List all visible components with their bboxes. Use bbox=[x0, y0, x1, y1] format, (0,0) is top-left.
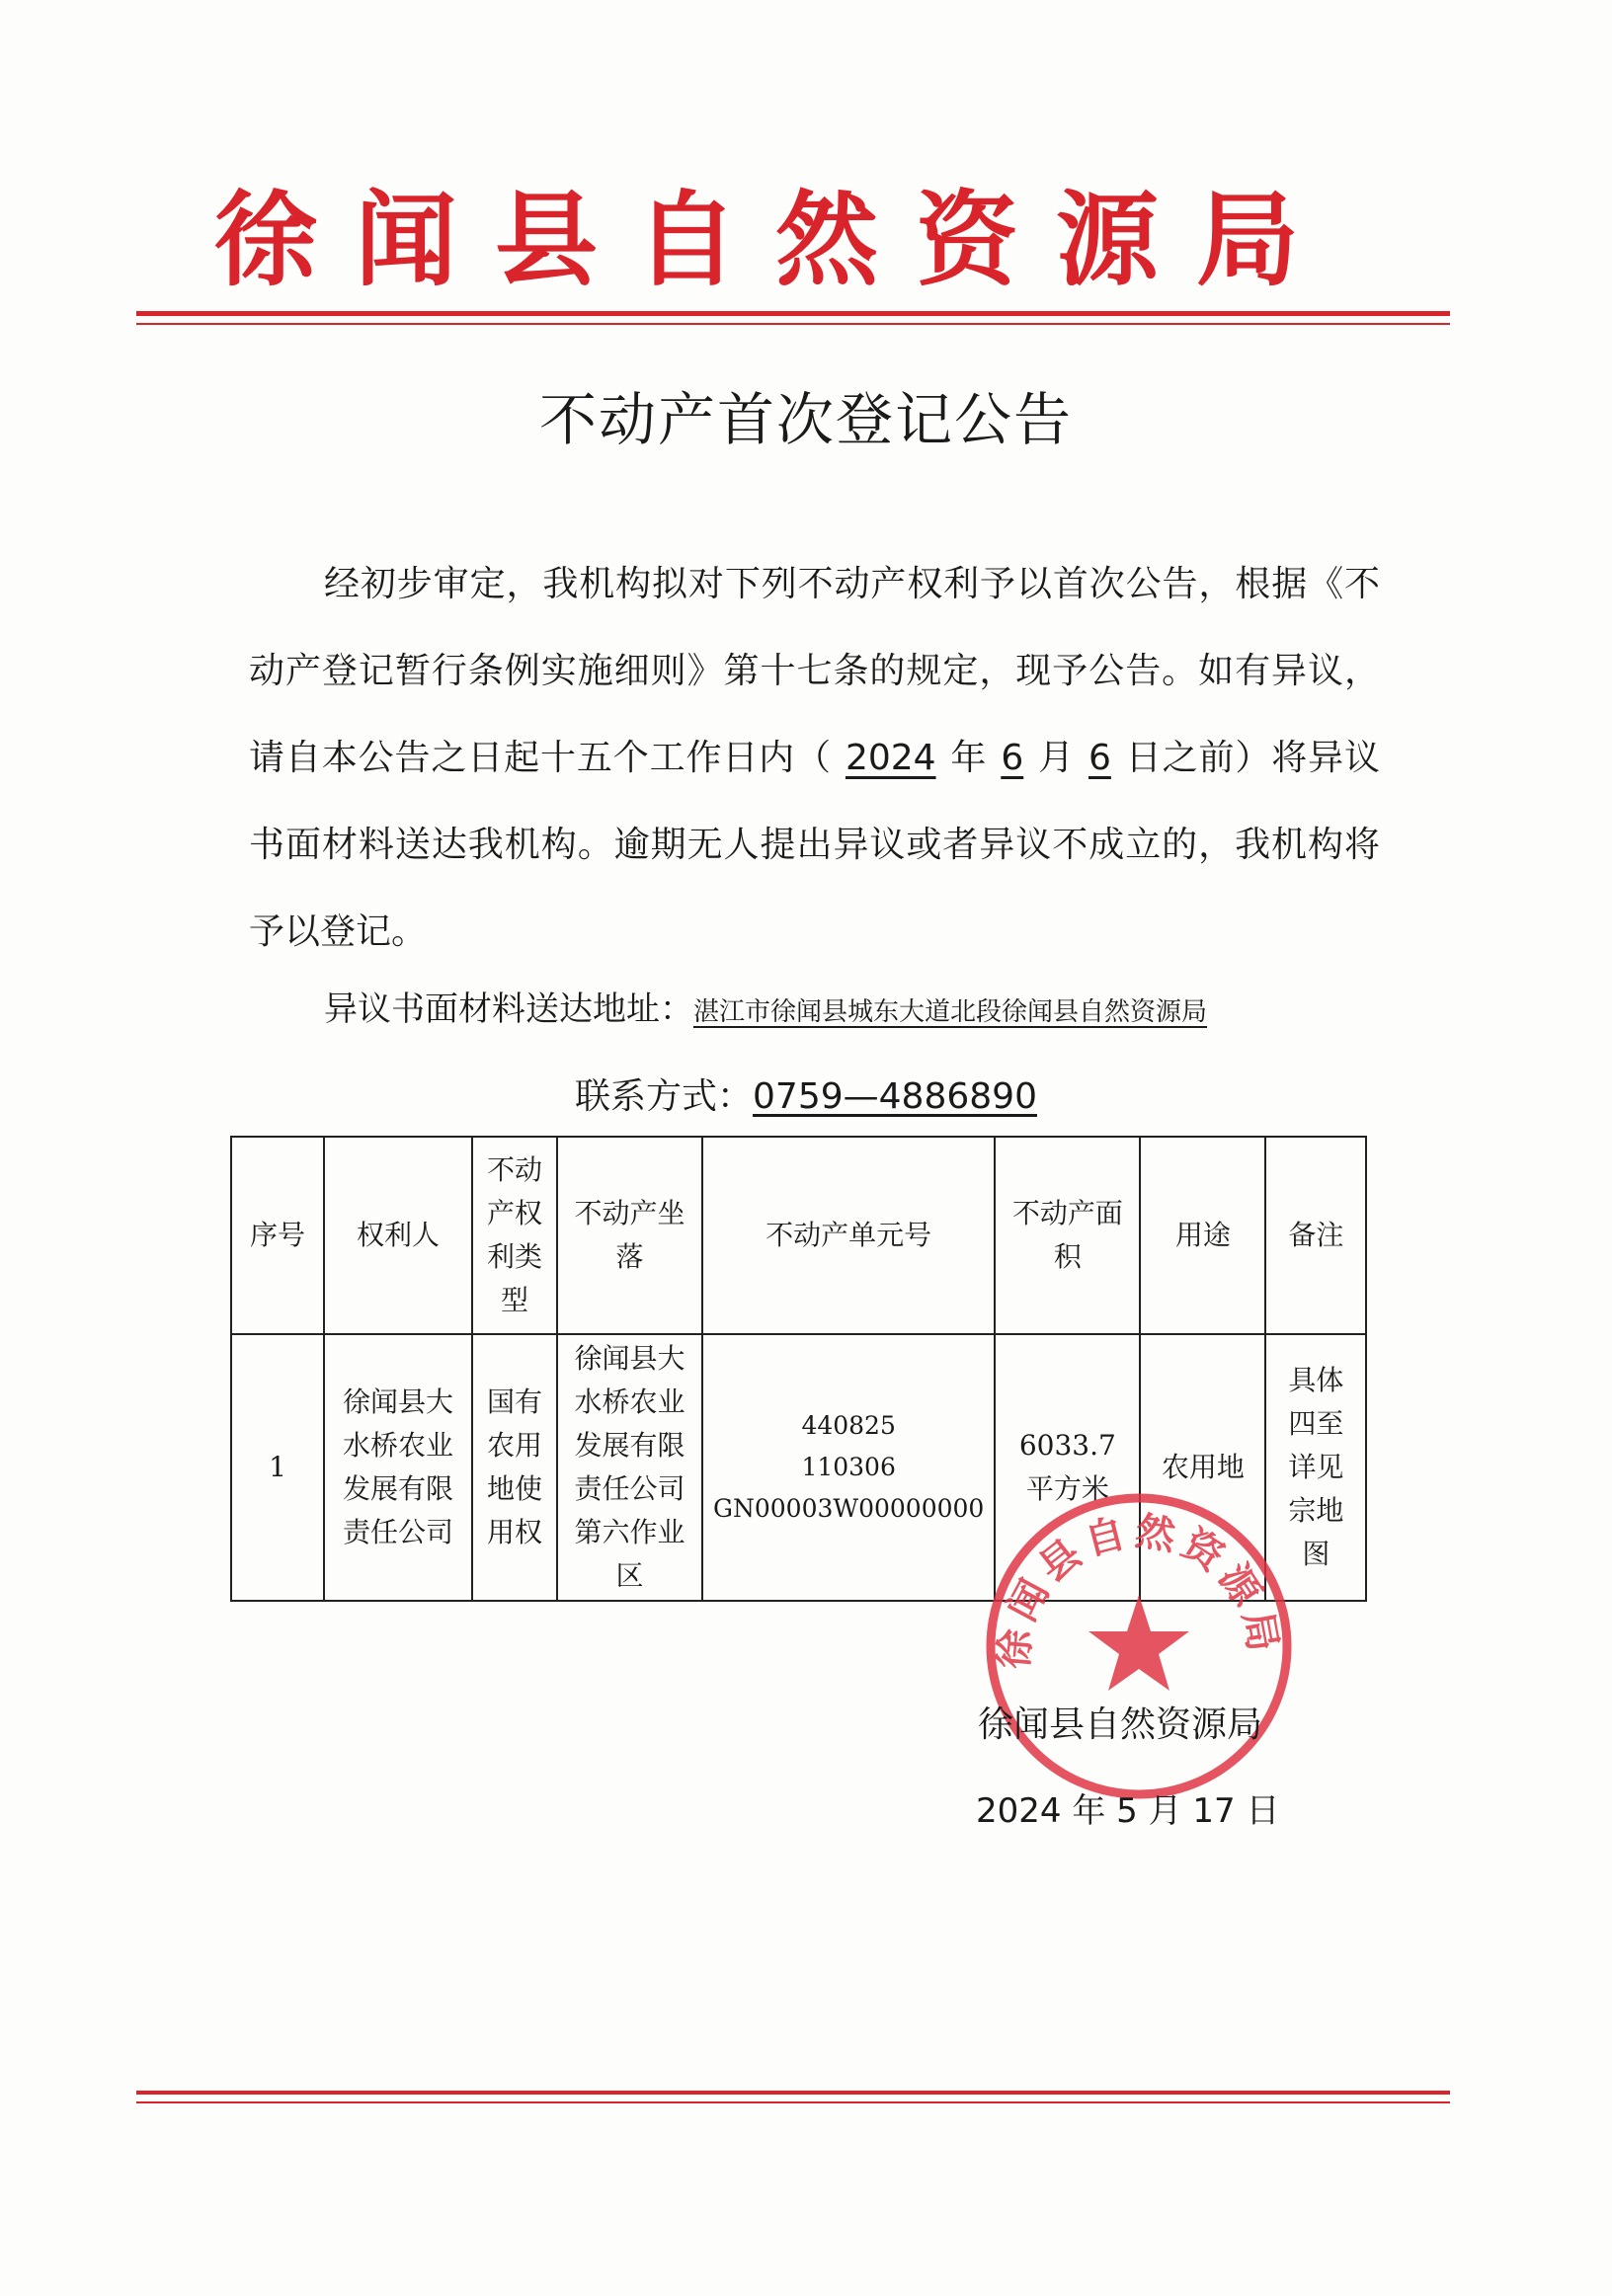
header-area: 不动产面积 bbox=[995, 1137, 1140, 1334]
address-line bbox=[324, 982, 1207, 1030]
signature-date: 2024 年 5 月 17 日 bbox=[976, 1791, 1280, 1831]
cell-holder: 徐闻县大水桥农业发展有限责任公司 bbox=[324, 1334, 472, 1601]
cell-remark: 具体四至详见宗地图 bbox=[1265, 1334, 1366, 1601]
seal-text: 徐闻县自然资源局 bbox=[990, 1507, 1288, 1671]
address-value: 湛江市徐闻县城东大道北段徐闻县自然资源局 bbox=[693, 997, 1208, 1027]
header-rule-thick bbox=[136, 311, 1450, 316]
unit-no-part-3: GN00003W00000000 bbox=[713, 1494, 985, 1523]
cell-right-type: 国有农用地使用权 bbox=[472, 1334, 557, 1601]
unit-no-part-1: 440825 bbox=[801, 1411, 896, 1440]
address-label: 异议书面材料送达地址： bbox=[324, 990, 693, 1029]
contact-label: 联系方式： bbox=[575, 1076, 754, 1117]
signature-organization: 徐闻县自然资源局 bbox=[978, 1704, 1263, 1745]
notice-text-before: 经初步审定，我机构拟对下列不动产权利予以首次公告，根据《不动产登记暂行条例实施细则》第十七条的规定，现予公告。如有异议，请自本公告之日起十五个工作日内（ bbox=[249, 564, 1380, 778]
cell-unit-no bbox=[702, 1334, 995, 1601]
header-location: 不动产坐落 bbox=[557, 1137, 702, 1334]
cell-usage: 农用地 bbox=[1140, 1334, 1265, 1601]
deadline-day: 6 bbox=[1088, 738, 1111, 778]
area-unit: 平方米 bbox=[1025, 1472, 1109, 1505]
footer-rule-thin bbox=[136, 2101, 1450, 2103]
footer-rule-thick bbox=[136, 2091, 1450, 2095]
notice-paragraph bbox=[249, 541, 1380, 976]
deadline-year: 2024 bbox=[845, 738, 936, 778]
header-unit-no: 不动产单元号 bbox=[702, 1137, 995, 1334]
header-usage: 用途 bbox=[1140, 1137, 1265, 1334]
contact-phone: 0759—4886890 bbox=[753, 1076, 1037, 1117]
official-seal bbox=[981, 1488, 1297, 1804]
unit-no-part-2: 110306 bbox=[801, 1453, 896, 1481]
document-title: 不动产首次登记公告 bbox=[538, 386, 1073, 453]
year-char: 年 bbox=[949, 738, 988, 778]
organization-header: 徐闻县自然资源局 bbox=[213, 179, 1336, 300]
cell-index: 1 bbox=[231, 1334, 324, 1601]
header-index: 序号 bbox=[231, 1137, 324, 1334]
header-holder: 权利人 bbox=[324, 1137, 472, 1334]
cell-location: 徐闻县大水桥农业发展有限责任公司第六作业区 bbox=[557, 1334, 702, 1601]
seal-star-icon bbox=[1088, 1595, 1189, 1691]
header-rule-thin bbox=[136, 323, 1450, 325]
notice-text-after: 日之前）将异议书面材料送达我机构。逾期无人提出异议或者异议不成立的，我机构将予以登记。 bbox=[249, 738, 1380, 952]
month-char: 月 bbox=[1037, 738, 1075, 778]
area-value: 6033.7 bbox=[1018, 1429, 1116, 1462]
table-header-row bbox=[231, 1137, 1366, 1334]
header-right-type: 不动产权利类型 bbox=[472, 1137, 557, 1334]
contact-line bbox=[0, 1069, 1612, 1119]
header-remark: 备注 bbox=[1265, 1137, 1366, 1334]
deadline-month: 6 bbox=[1001, 738, 1024, 778]
